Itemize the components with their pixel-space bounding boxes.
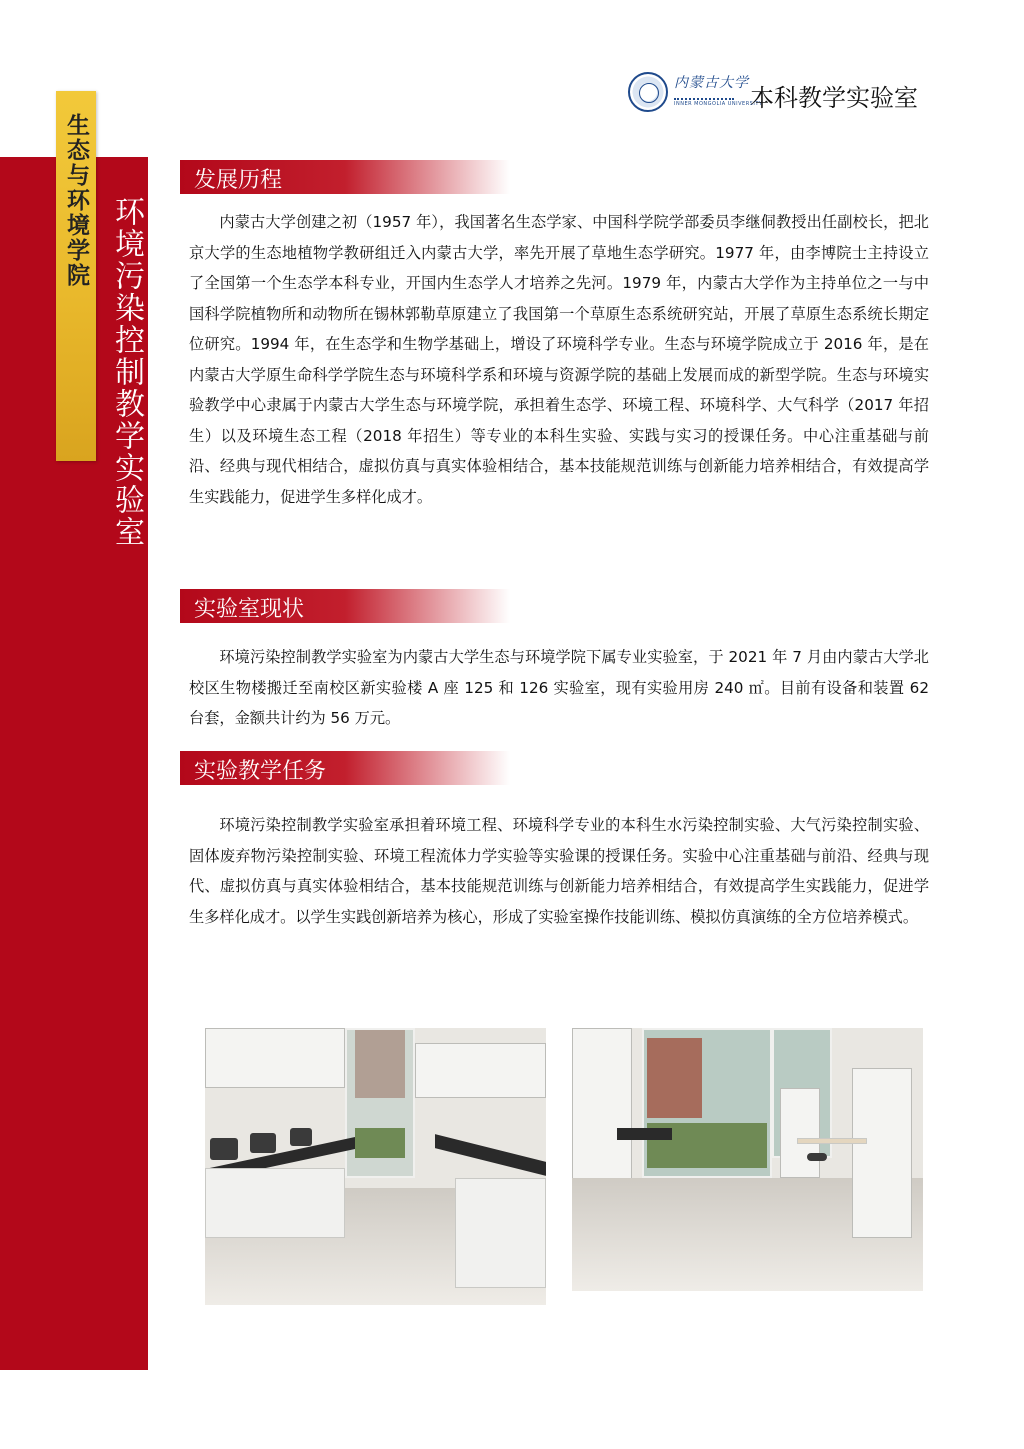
- photo-stool: [807, 1153, 827, 1161]
- photo-window-building: [647, 1038, 702, 1118]
- photo-window-lawn: [355, 1128, 405, 1158]
- section-heading-text: 发展历程: [194, 168, 283, 193]
- section-heading-status: [180, 589, 510, 623]
- seal-inner-ring: [639, 83, 659, 103]
- university-name: 内蒙古大学: [674, 75, 749, 91]
- photo-instrument: [210, 1138, 238, 1160]
- photo-instrument: [250, 1133, 276, 1153]
- photo-cabinet-tall: [852, 1068, 912, 1238]
- photo-table: [797, 1138, 867, 1144]
- section-heading-history: [180, 160, 510, 194]
- section-heading-tasks: [180, 751, 510, 785]
- university-english-name: INNER MONGOLIA UNIVERSITY: [674, 101, 763, 107]
- university-seal-logo: [628, 72, 668, 112]
- page-title: 本科教学实验室: [750, 84, 918, 112]
- lab-photo-window: [572, 1028, 923, 1291]
- lab-photo-benches: [205, 1028, 546, 1305]
- history-paragraph: 内蒙古大学创建之初（1957 年），我国著名生态学家、中国科学院学部委员李继侗教授出任副校长，把北京大学的生态地植物学教研组迁入内蒙古大学，率先开展了草地生态学研究。1977 年，由李博院士主持设立了全国第一个生态学本科专业，开国内生态学人才培养之先河。1979 年，内蒙古大学作为主持单位之一与中国科学院植物所和动物所在锡林郭勒草原建立了我国第一个草原生态系统研究站，开展了草原生态系统长期定位研究。1994 年，在生态学和生物学基础上，增设了环境科学专业。生态与环境学院成立于 2016 年，是在内蒙古大学原生命科学学院生态与环境科学系和环境与资源学院的基础上发展而成的新型学院。生态与环境实验教学中心隶属于内蒙古大学生态与环境学院，承担着生态学、环境工程、环境科学、大气科学（2017 年招生）以及环境生态工程（2018 年招生）等专业的本科生实验、实践与实习的授课任务。中心注重基础与前沿、经典与现代相结合，虚拟仿真与真实体验相结合，基本技能规范训练与创新能力培养相结合，有效提高学生实践能力，促进学生多样化成才。: [189, 213, 929, 506]
- status-paragraph: 环境污染控制教学实验室为内蒙古大学生态与环境学院下属专业实验室，于 2021 年 7 月由内蒙古大学北校区生物楼搬迁至南校区新实验楼 A 座 125 和 126 实验室，现有实验用房 240 ㎡。目前有设备和装置 62 台套，金额共计约为 56 万元。: [189, 648, 929, 727]
- tasks-paragraph: 环境污染控制教学实验室承担着环境工程、环境科学专业的本科生水污染控制实验、大气污染控制实验、固体废弃物污染控制实验、环境工程流体力学实验等实验课的授课任务。实验中心注重基础与前沿、经典与现代、虚拟仿真与真实体验相结合，基本技能规范训练与创新能力培养相结合，有效提高学生实践能力，促进学生多样化成才。以学生实践创新培养为核心，形成了实验室操作技能训练、模拟仿真演练的全方位培养模式。: [189, 816, 929, 926]
- section-heading-text: 实验教学任务: [194, 759, 327, 784]
- photo-wall-cabinet-right: [415, 1043, 546, 1098]
- lab-name-vertical: 环境污染控制教学实验室: [109, 196, 144, 548]
- photo-bench-base-left: [205, 1168, 345, 1238]
- photo-instrument: [290, 1128, 312, 1146]
- photo-wall-cabinet-left: [205, 1028, 345, 1088]
- college-tab: [56, 91, 96, 461]
- mongolian-script-mark: [674, 88, 734, 100]
- photo-bench-base-right: [455, 1178, 546, 1288]
- photo-cabinet-small: [780, 1088, 820, 1178]
- photo-bench-top: [617, 1128, 672, 1140]
- college-name: 生态与环境学院: [63, 113, 90, 288]
- section-heading-text: 实验室现状: [194, 597, 305, 622]
